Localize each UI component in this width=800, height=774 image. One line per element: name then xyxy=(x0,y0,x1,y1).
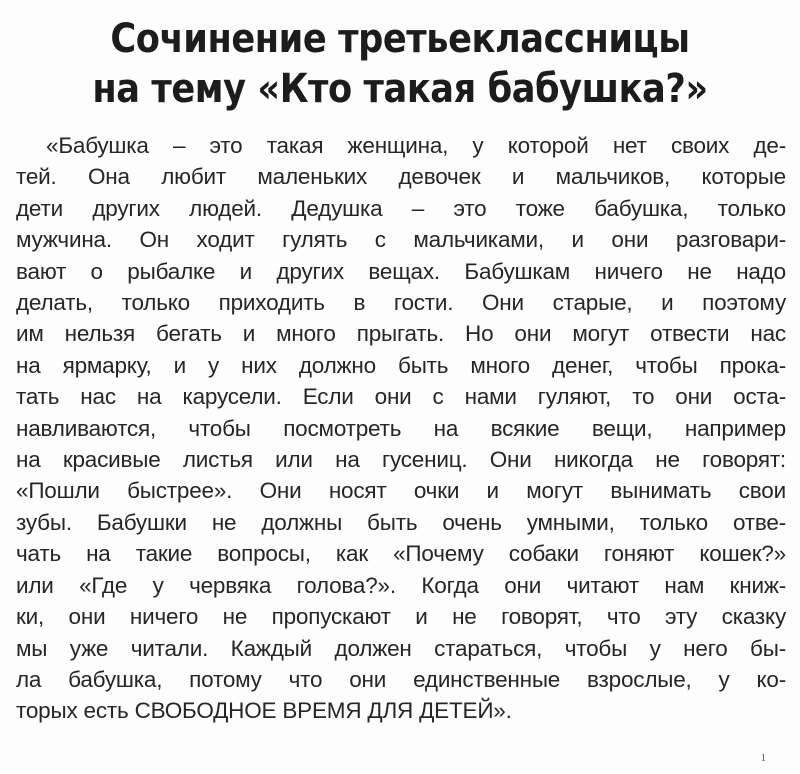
essay-line: зубы. Бабушки не должны быть очень умными, только отве- xyxy=(16,509,786,535)
essay-text xyxy=(16,130,786,727)
title-line-1: Сочинение третьеклассницы xyxy=(110,16,690,62)
essay-line: «Пошли быстрее». Они носят очки и могут вынимать свои xyxy=(16,478,786,504)
essay-line: на ярмарку, и у них должно быть много денег, чтобы прока- xyxy=(16,352,786,378)
essay-line: дети других людей. Дедушка – это тоже бабушка, только xyxy=(16,195,786,221)
essay-line: им нельзя бегать и много прыгать. Но они могут отвести нас xyxy=(16,321,786,347)
essay-line: на красивые листья или на гусениц. Они никогда не говорят: xyxy=(16,447,786,473)
essay-line: мы уже читали. Каждый должен стараться, чтобы у него бы- xyxy=(16,635,786,661)
page-number: 1 xyxy=(760,752,766,764)
essay-line: навливаются, чтобы посмотреть на всякие вещи, например xyxy=(16,415,786,441)
title-line-2: на тему «Кто такая бабушка?» xyxy=(92,66,708,112)
essay-line: «Бабушка – это такая женщина, у которой нет своих де- xyxy=(46,133,786,158)
essay-line: тей. Она любит маленьких девочек и мальчиков, которые xyxy=(16,164,786,190)
page-title xyxy=(48,0,752,114)
essay-line: делать, только приходить в гости. Они старые, и поэтому xyxy=(16,290,786,316)
essay-line: торых есть СВОБОДНОЕ ВРЕМЯ ДЛЯ ДЕТЕЙ». xyxy=(16,698,512,724)
essay-line: ла бабушка, потому что они единственные взрослые, у ко- xyxy=(16,666,786,692)
essay-line: или «Где у червяка голова?». Когда они читают нам книж- xyxy=(16,572,786,598)
essay-line: вают о рыбалке и других вещах. Бабушкам ничего не надо xyxy=(16,258,786,284)
essay-line: тать нас на карусели. Если они с нами гуляют, то они оста- xyxy=(16,384,786,410)
essay-line: чать на такие вопросы, как «Почему собаки гоняют кошек?» xyxy=(16,541,786,567)
essay-line: мужчина. Он ходит гулять с мальчиками, и они разговари- xyxy=(16,227,786,253)
essay-line: ки, они ничего не пропускают и не говорят, что эту сказку xyxy=(16,604,786,630)
